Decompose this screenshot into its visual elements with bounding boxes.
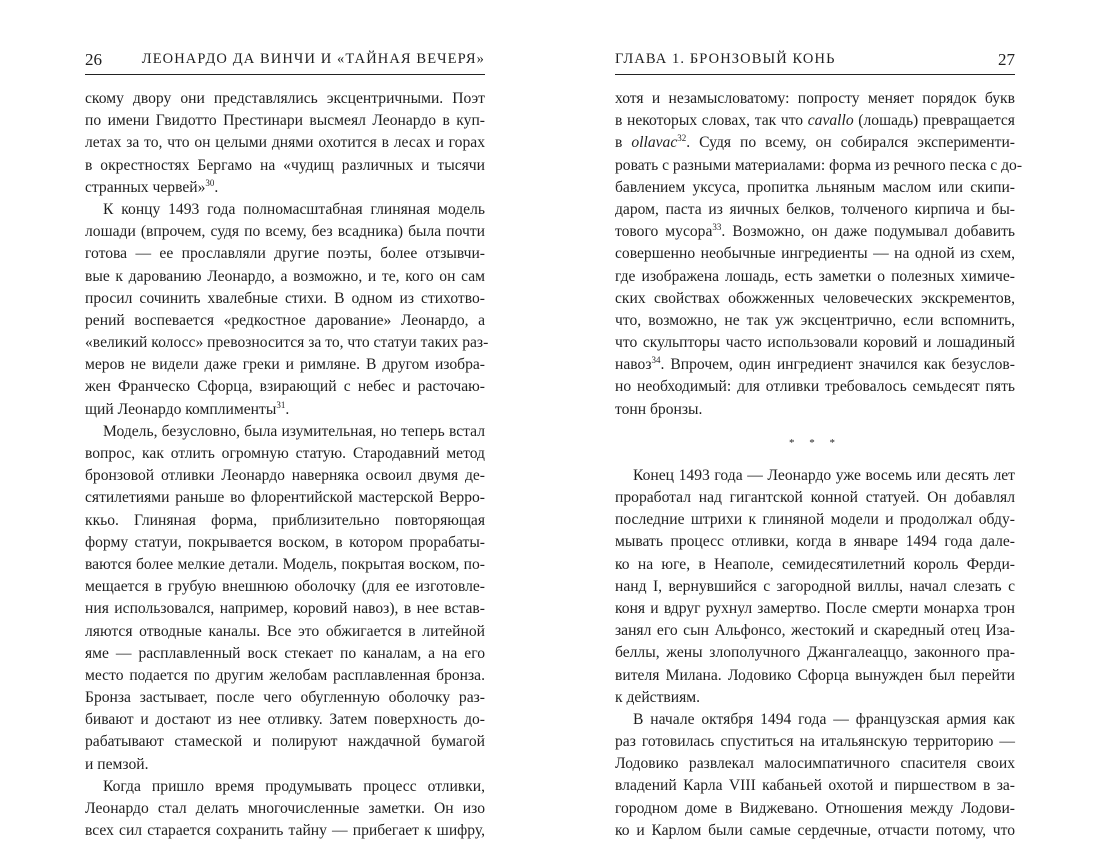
text-line: навоз$^{34}$. Впрочем, один ингредиент значился как безуслов- [615,355,1015,374]
page-number: 26 [85,50,102,69]
text-line: место подается по другим желобам расплавленная бронза. [85,666,485,684]
text-line: меров не видели даже греки и римляне. В другом изобра- [85,356,485,374]
text-block-after-break [615,465,1015,842]
text-line: лошади (впрочем, судя по всему, без всадника) была почти [85,223,485,241]
text-line: но необходимый: для отливки требовалось семьдесят пять [615,378,1015,396]
text-line: совершенно необычные ингредиенты — на одной из схем, [615,245,1015,263]
text-line: нанд I, вернувшийся с загородной виллы, начал слезать с [615,577,1015,595]
text-line: в окрестностях Бергамо на «чудищ различных и тысячи [85,156,485,174]
text-line: щий Леонардо комплименты$^{31}$. [85,399,290,418]
text-line: ских свойствах обожженных человеческих экскрементов, [615,289,1015,307]
text-line: в некоторых словах, так что cavallo (лошадь) превращается [615,112,1015,130]
text-line: сятилетиями раньше во флорентийской мастерской Верро- [85,489,485,507]
italic-word: cavallo [807,112,854,130]
text-line: бавлением уксуса, пропитка льняным маслом или скипи- [615,178,1015,196]
text-line: и пемзой. [85,755,149,773]
text-line: раз готовилась спуститься на итальянскую территорию — [615,733,1015,751]
text-line: всех сил старается сохранить тайну — прибегает к шифру, [85,822,485,840]
text-line: летах за то, что он целыми днями охотится в лесах и горах [85,134,485,152]
text-line: В начале октября 1494 года — французская армия как [633,710,1015,728]
text-line: тового мусора$^{33}$. Возможно, он даже подумывал добавить [615,221,1015,241]
text-line: владений Карла VIII кабаньей охотой и пиршеством в за- [615,777,1015,795]
text-line: бивают и достают из нее отливку. Затем поверхность до- [85,711,485,729]
right-page-text [615,88,1023,842]
left-page-header [85,50,485,75]
text-line: ккьо. Глиняная форма, приблизительно повторяющая [85,511,485,529]
running-head: ГЛАВА 1. БРОНЗОВЫЙ КОНЬ [615,51,836,67]
text-line: ко и Карлом были самые сердечные, отчасти потому, что [615,821,1015,839]
text-line: даром, паста из яичных белков, толченого кирпича и бы- [615,200,1015,218]
text-line: хотя и незамысловатому: попросту меняет порядок букв [615,90,1015,107]
text-line: странных червей»$^{30}$. [85,177,219,196]
text-line: рений воспевается «редкостное дарование» Леонардо, а [85,311,485,329]
text-line: скому двору они представлялись эксцентричными. Поэт [85,90,485,107]
right-page-header [615,50,1015,75]
text-line: Леонардо стал делать многочисленные заметки. Он изо [85,800,485,817]
text-line: вопрос, как отлить огромную статую. Стародавний метод [85,445,485,462]
text-line: Конец 1493 года — Леонардо уже восемь или десять лет [633,466,1015,484]
text-line: рабатывают стамеской и полируют наждачной бумагой [85,733,485,751]
text-line: ко на юге, в Неаполе, семидесятилетний король Ферди- [615,555,1015,573]
text-line: яме — расплавленный воск стекает по каналам, а на его [85,644,485,662]
text-line: Бронза застывает, после чего обугленную оболочку раз- [85,689,485,707]
text-line: ния использовался, например, коровий навоз), в нее встав- [85,600,485,618]
footnote-marker: 33 [712,221,722,232]
text-line: проработал над гигантской конной статуей. Он добавлял [615,489,1015,506]
text-line: бронзовой отливки Леонардо наверняка освоил двумя де- [85,467,485,485]
footnote-marker: 32 [677,133,687,144]
text-line: последние штрихи к глиняной модели и продолжал обду- [615,511,1015,529]
text-line: просил сочинить хвалебные стихи. В одном из стихотво- [85,289,485,307]
text-line: городном доме в Виджевано. Отношения между Лодови- [615,799,1015,817]
text-line: к действиям. [615,688,701,706]
text-line: готова — ее прославляли другие поэты, более отзывчи- [85,245,485,263]
italic-word: ollavac [631,134,678,152]
running-head: ЛЕОНАРДО ДА ВИНЧИ И «ТАЙНАЯ ВЕЧЕРЯ» [141,51,485,67]
text-line: что, возможно, не так уж эксцентрично, если вспомнить, [615,311,1015,329]
text-line: К концу 1493 года полномасштабная глиняная модель [103,200,485,218]
text-line: жен Франческо Сфорца, взирающий с небес и расточаю- [85,378,485,396]
text-block-before-break [615,88,1023,421]
text-line: ляются отводные каналы. Все это обжигается в литейной [85,622,485,640]
text-line: занял его сын Альфонсо, жестокий и скаредный отец Иза- [615,622,1015,640]
text-line: вителя Милана. Лодовико Сфорца вынужден был перейти [615,666,1015,684]
text-line: ровать с разными материалами: форма из речного песка с до- [615,156,1023,174]
footnote-marker: 30 [205,177,215,188]
text-line: коня и вдруг рухнул замертво. После смерти монарха трон [615,599,1015,617]
text-line: по имени Гвидотто Престинари высмеял Леонардо в куп- [85,112,485,130]
text-line: вые к дарованию Леонардо, а возможно, и те, кого он сам [85,267,485,285]
text-line: Лодовико развлекал малосимпатичного спасителя своих [615,755,1015,773]
text-line: мывать процесс отливки, когда в январе 1494 года дале- [615,533,1015,551]
left-page-text [85,88,489,842]
text-line: что скульпторы часто использовали коровий и лошадиный [615,334,1015,352]
text-line: ваются более мелкие детали. Модель, покрытая воском, по- [85,555,485,573]
footnote-marker: 31 [276,399,286,410]
text-line: где изображена лошадь, есть заметки о полезных химиче- [615,267,1015,285]
text-line: тонн бронзы. [615,400,703,418]
text-line: форму статуи, покрывается воском, в котором прорабаты- [85,533,485,551]
text-line: Модель, безусловно, была изумительная, но теперь встал [103,422,485,440]
text-line: Когда пришло время продумывать процесс отливки, [103,777,485,795]
page-number: 27 [998,50,1015,69]
section-break-ornament: * * * [789,436,841,449]
text-line: в ollavac$^{32}$. Судя по всему, он собирался эксперименти- [615,133,1015,152]
text-line: мещается в грубую внешнюю оболочку (для ее изготовле- [85,578,485,596]
text-line: «великий колосс» превозносится за то, что статуи таких раз- [85,334,489,352]
footnote-marker: 34 [651,355,661,366]
text-line: беллы, жены злополучного Джангалеаццо, законного пра- [615,644,1015,662]
